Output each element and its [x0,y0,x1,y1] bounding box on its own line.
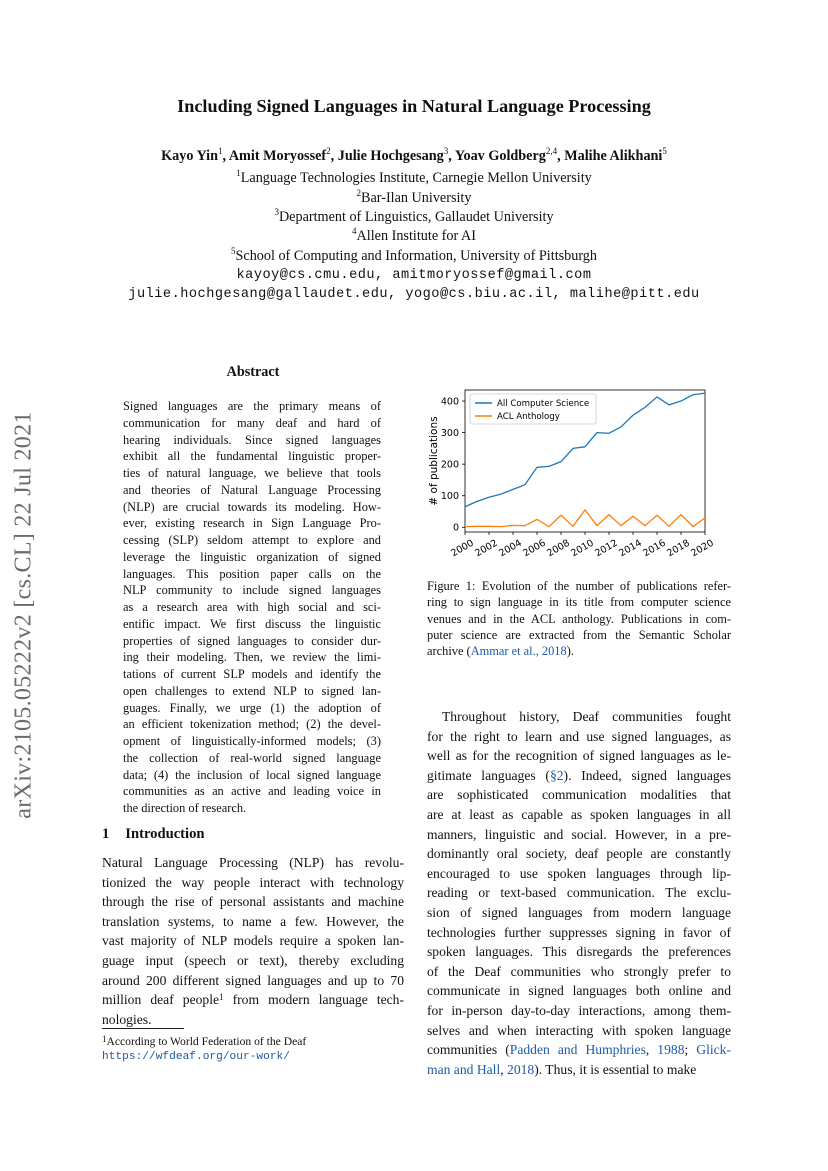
right-line: are at least as capable as spoken languages in all [427,806,731,822]
abstract-line: the direction of research. [123,801,247,815]
intro-text: from modern language tech- [223,992,404,1008]
x-tick-label: 2010 [569,537,596,560]
abstract-line: ties of natural language, we believe that tools [123,466,381,480]
intro-line: through the rise of personal assistants and machine [102,894,404,910]
right-line [427,1060,731,1080]
footnote [102,1034,306,1065]
affiliation-number: 4 [352,226,357,236]
right-line [427,766,731,786]
affiliation-text: Department of Linguistics, Gallaudet University [278,209,554,225]
intro-line: translation systems, to name a few. However, the [102,913,404,929]
footnote-rule [102,1028,184,1029]
right-line: for in-person day-to-day interactions, among them- [427,1002,731,1018]
abstract-line: exhibit all the fundamental linguistic proper- [123,449,381,464]
abstract-line: an efficient tokenization method; (2) the devel- [123,717,381,732]
abstract-line: entific impact. We first discuss the linguistic [123,616,381,631]
y-tick-label: 0 [452,522,459,534]
right-line: dominantly oral society, deaf people are constantly [427,846,731,862]
y-tick-label: 300 [440,427,459,439]
author-affiliation-mark: 1 [218,146,223,156]
affiliation-line [0,209,828,226]
abstract-line: ing their modeling. Then, we review the limi- [123,650,381,665]
right-line: selves and when interacting with spoken language [427,1022,731,1038]
right-line: technologies further suppresses signing in favor of [427,924,731,940]
affiliation-line [0,228,828,245]
affiliation-number: 2 [356,188,362,198]
right-line [427,1040,731,1060]
text: ). [566,644,574,659]
author-name: Malihe Alikhani [564,148,663,164]
author-affiliation-mark: 2,4 [545,146,558,156]
section-title: Introduction [125,826,205,842]
citation-link[interactable]: Glick- [696,1042,732,1058]
section-ref-link[interactable]: §2 [549,767,564,783]
publications-chart [424,384,720,570]
abstract-line: and theories of Natural Language Processing [123,482,381,497]
email-line-2: julie.hochgesang@gallaudet.edu, yogo@cs.biu.ac.il, malihe@pitt.edu [128,287,700,302]
abstract-line: languages. This position paper calls on the [123,566,381,581]
affiliation-line [0,170,828,187]
footnote-url[interactable]: https://wfdeaf.org/our-work/ [102,1050,290,1063]
intro-line: around 200 different signed languages and up to 70 [102,972,404,988]
arxiv-stamp-text: arXiv:2105.05222v2 [cs.CL] 22 Jul 2021 [10,411,37,819]
text: ; [684,1042,697,1058]
affiliation-text: Allen Institute for AI [356,228,476,244]
abstract-line: hearing individuals. Since signed languages [123,432,381,447]
affiliation-text: Language Technologies Institute, Carnegie Mellon University [240,170,592,186]
affiliation-number: 1 [236,168,241,178]
abstract-heading: Abstract [226,364,280,380]
right-line: spoken languages. This disregards the preferences [427,944,731,960]
section-number: 1 [102,826,110,842]
text: gitimate languages ( [427,767,550,783]
abstract-line: Signed languages are the primary means of [123,399,381,413]
right-column-paragraph [427,707,731,1079]
right-line: sion of signed languages from modern language [427,904,731,920]
text: , [500,1061,508,1077]
abstract-line: guages. Finally, we urge (1) the adoption of [123,700,381,715]
abstract-line: cessing (SLP) seldom attempt to explore and [123,533,381,547]
x-tick-label: 2016 [641,537,668,560]
author-separator: , [448,148,455,164]
abstract-line: (NLP) are crucial towards its modeling. How- [123,499,381,514]
abstract-line: opment of linguistically-informed models; (3) [123,734,381,748]
caption-line: venues and in the ACL anthology. Publications in com- [427,611,731,626]
affiliation-line [0,190,828,207]
y-tick-label: 400 [440,396,459,408]
arxiv-stamp [4,380,44,850]
intro-paragraph [102,853,404,1029]
x-tick-label: 2020 [689,537,716,560]
abstract-line: open challenges to extend NLP to signed lan- [123,683,381,698]
intro-line: guage input (speech or text), thereby excluding [102,952,404,968]
affiliation-line [0,248,828,265]
footnote-text: According to World Federation of the Deaf [106,1035,307,1048]
footnote-marker[interactable]: 1 [219,992,224,1003]
affiliation-text: Bar-Ilan University [361,190,472,206]
right-line: are sophisticated communication modalities that [427,787,731,803]
intro-footnote-line [102,990,404,1010]
abstract-line: ever, existing research in Sign Language Pro- [123,516,381,531]
footnote-number: 1 [102,1034,107,1044]
author-name: Kayo Yin [161,148,218,164]
figure-caption [427,578,731,659]
x-tick-label: 2004 [497,537,524,560]
citation-year-link[interactable]: 1988 [657,1042,685,1058]
right-line: encouraged to use spoken languages through lip- [427,865,731,881]
caption-line: ring to sign language in its title from computer science [427,595,731,610]
author-separator: , [222,148,229,164]
author-affiliation-mark: 2 [326,146,331,156]
affiliation-text: School of Computing and Information, University of Pittsburgh [235,248,597,264]
author-name: Yoav Goldberg [454,148,546,164]
text: , [645,1042,658,1058]
affiliation-number: 3 [274,207,279,217]
text: archive ( [427,644,471,659]
paper-title: Including Signed Languages in Natural Language Processing [177,96,651,116]
y-tick-label: 200 [440,459,459,471]
right-line: of the Deaf communities who strongly prefer to [427,963,731,979]
citation-link[interactable]: man and Hall [427,1061,501,1077]
abstract-line: data; (4) the inclusion of local signed language [123,767,381,782]
caption-last-line [427,643,731,659]
abstract-line: tations of current SLP models and identify the [123,667,381,681]
x-tick-label: 2006 [521,537,548,560]
text: ). Indeed, signed languages [563,767,731,783]
right-line: Throughout history, Deaf communities fought [442,709,731,724]
x-tick-label: 2014 [617,537,644,560]
abstract-line: communities as an active and leading voice in [123,784,381,799]
caption-line: Figure 1: Evolution of the number of publications refer- [427,579,731,593]
x-tick-label: 2012 [593,537,620,560]
intro-line: Natural Language Processing (NLP) has revolu- [102,855,404,870]
citation-link[interactable]: Ammar et al., 2018 [470,644,567,659]
email-line-1: kayoy@cs.cmu.edu, amitmoryossef@gmail.com [236,268,592,283]
citation-link[interactable]: Padden and Humphries [509,1042,646,1058]
x-tick-label: 2000 [449,537,476,560]
author-name: Amit Moryossef [228,148,327,164]
abstract-line: NLP community to include signed languages [123,583,381,598]
intro-line: vast majority of NLP models require a spoken lan- [102,933,404,949]
abstract-line: leverage the linguistic organization of signed [123,549,381,564]
right-line: well as for the recognition of signed languages as le- [427,748,731,764]
abstract-line: properties of signed languages to consider dur- [123,633,381,648]
citation-year-link[interactable]: 2018 [507,1061,535,1077]
abstract-body [123,398,381,817]
right-line: manners, linguistic and social. However, in a pre- [427,826,731,842]
right-line: for the right to learn and use signed languages, as [427,728,731,744]
right-line: communicate in signed languages both online and [427,983,731,999]
abstract-line: communication for many deaf and hard of [123,415,381,430]
legend-label: All Computer Science [497,399,590,409]
caption-line: puter science are extracted from the Semantic Scholar [427,627,731,642]
abstract-line: as a research area with high social and sci- [123,600,381,614]
y-axis-label: # of publications [428,416,440,506]
section-heading [102,826,205,843]
legend-label: ACL Anthology [497,412,560,422]
text: communities ( [427,1042,510,1058]
y-tick-label: 100 [440,491,459,503]
x-tick-label: 2008 [545,537,572,560]
intro-last-line: nologies. [102,1011,152,1027]
series-line-acl-anthology [465,510,705,527]
author-affiliation-mark: 3 [443,146,449,156]
author-name: Julie Hochgesang [337,148,444,164]
right-line: reading or text-based communication. The exclu- [427,885,731,901]
x-tick-label: 2018 [665,537,692,560]
abstract-line: the collection of real-world signed language [123,750,381,765]
author-affiliation-mark: 5 [662,146,667,156]
x-tick-label: 2002 [473,537,500,560]
author-separator: , [330,148,338,164]
intro-line: tionized the way people interact with technology [102,874,404,890]
text: ). Thus, it is essential to make [534,1061,697,1077]
author-list [0,148,828,165]
author-separator: , [557,148,565,164]
affiliation-number: 5 [231,246,236,256]
intro-text: million deaf people [102,992,220,1008]
